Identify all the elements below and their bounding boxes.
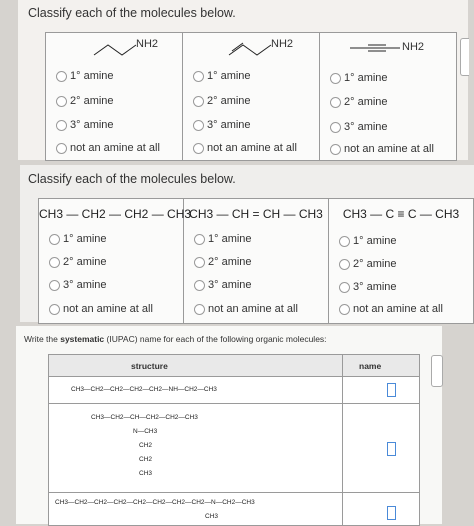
option-label: 1° amine (63, 233, 107, 245)
radio-button[interactable] (339, 304, 350, 315)
option-not-amine[interactable] (56, 142, 160, 154)
radio-button[interactable] (56, 143, 67, 154)
radio-button[interactable] (330, 73, 341, 84)
question-panel-1 (18, 0, 468, 160)
molecule-cell-3 (320, 33, 456, 160)
radio-button[interactable] (56, 71, 67, 82)
option-tertiary-amine[interactable] (194, 279, 252, 291)
option-label: 3° amine (344, 121, 388, 133)
side-tab[interactable] (460, 38, 469, 76)
option-primary-amine[interactable] (193, 70, 251, 82)
option-label: 2° amine (207, 95, 251, 107)
table-row (49, 377, 419, 404)
radio-button[interactable] (193, 120, 204, 131)
molecule-cell-1 (39, 199, 192, 323)
option-label: 2° amine (353, 258, 397, 270)
option-tertiary-amine[interactable] (330, 121, 388, 133)
molecule-grid (45, 32, 457, 161)
radio-button[interactable] (193, 71, 204, 82)
option-label: 3° amine (63, 279, 107, 291)
option-not-amine[interactable] (193, 142, 297, 154)
option-label: not an amine at all (344, 143, 434, 155)
option-label: 2° amine (344, 96, 388, 108)
structure-formula: CH3—CH2—CH—CH2—CH2—CH3 (91, 414, 198, 421)
option-primary-amine[interactable] (339, 235, 397, 247)
option-primary-amine[interactable] (330, 72, 388, 84)
radio-button[interactable] (193, 143, 204, 154)
option-label: not an amine at all (353, 303, 443, 315)
branch-group: CH3 (139, 470, 153, 477)
molecule-cell-1 (46, 33, 183, 160)
iupac-table (48, 354, 420, 526)
table-header (49, 355, 419, 377)
option-primary-amine[interactable] (49, 233, 107, 245)
radio-button[interactable] (339, 259, 350, 270)
molecule-cell-2 (183, 33, 320, 160)
radio-button[interactable] (56, 120, 67, 131)
option-label: 3° amine (207, 119, 251, 131)
option-label: 1° amine (70, 70, 114, 82)
radio-button[interactable] (339, 236, 350, 247)
option-secondary-amine[interactable] (49, 256, 107, 268)
radio-button[interactable] (194, 280, 205, 291)
radio-button[interactable] (56, 96, 67, 107)
radio-button[interactable] (49, 257, 60, 268)
amine-label: NH2 (402, 41, 425, 53)
option-secondary-amine[interactable] (193, 95, 251, 107)
option-secondary-amine[interactable] (194, 256, 252, 268)
option-label: not an amine at all (208, 303, 298, 315)
column-header-structure: structure (131, 361, 168, 371)
option-tertiary-amine[interactable] (193, 119, 251, 131)
molecule-grid (38, 198, 474, 324)
radio-button[interactable] (194, 304, 205, 315)
option-label: 1° amine (207, 70, 251, 82)
option-label: 2° amine (70, 95, 114, 107)
option-not-amine[interactable] (49, 303, 153, 315)
molecule-formula: CH3 — CH = CH — CH3 (189, 207, 323, 221)
radio-button[interactable] (49, 234, 60, 245)
question-prompt: Classify each of the molecules below. (28, 172, 236, 186)
option-primary-amine[interactable] (194, 233, 252, 245)
radio-button[interactable] (194, 257, 205, 268)
option-label: 3° amine (208, 279, 252, 291)
option-label: 3° amine (353, 281, 397, 293)
radio-button[interactable] (330, 97, 341, 108)
molecule-cell-3 (329, 199, 473, 323)
option-not-amine[interactable] (194, 303, 298, 315)
skeletal-propargylamine-icon (320, 33, 456, 59)
name-answer-field[interactable] (387, 442, 396, 456)
option-label: not an amine at all (207, 142, 297, 154)
amine-label: NH2 (271, 38, 294, 50)
option-tertiary-amine[interactable] (49, 279, 107, 291)
option-label: 2° amine (63, 256, 107, 268)
option-secondary-amine[interactable] (56, 95, 114, 107)
skeletal-allylamine-icon (183, 33, 319, 59)
option-label: not an amine at all (70, 142, 160, 154)
molecule-formula: CH3 — CH2 — CH2 — CH3 (39, 207, 192, 221)
molecule-cell-2 (184, 199, 329, 323)
name-answer-field[interactable] (387, 383, 396, 397)
option-label: 2° amine (208, 256, 252, 268)
branch-group: CH3 (205, 513, 219, 520)
option-not-amine[interactable] (330, 143, 434, 155)
molecule-formula: CH3 — C ≡ C — CH3 (342, 207, 460, 221)
radio-button[interactable] (49, 280, 60, 291)
structure-formula: CH3—CH2—CH2—CH2—CH2—CH2—CH2—CH2—N—CH2—CH3 (55, 499, 255, 506)
radio-button[interactable] (49, 304, 60, 315)
branch-group: CH2 (139, 442, 153, 449)
radio-button[interactable] (330, 144, 341, 155)
question-panel-2 (20, 165, 474, 322)
branch-group: N—CH3 (133, 428, 158, 435)
option-label: not an amine at all (63, 303, 153, 315)
table-row (49, 493, 419, 525)
radio-button[interactable] (339, 282, 350, 293)
table-row (49, 404, 419, 493)
option-secondary-amine[interactable] (339, 258, 397, 270)
option-secondary-amine[interactable] (330, 96, 388, 108)
side-tab[interactable] (431, 355, 443, 387)
option-label: 1° amine (353, 235, 397, 247)
radio-button[interactable] (194, 234, 205, 245)
option-label: 3° amine (70, 119, 114, 131)
option-tertiary-amine[interactable] (339, 281, 397, 293)
amine-label: NH2 (136, 38, 159, 50)
question-prompt: Write the systematic (IUPAC) name for each of the following organic molecules: (24, 334, 327, 344)
option-label: 1° amine (344, 72, 388, 84)
radio-button[interactable] (193, 96, 204, 107)
option-tertiary-amine[interactable] (56, 119, 114, 131)
name-answer-field[interactable] (387, 506, 396, 520)
column-header-name: name (359, 361, 382, 371)
radio-button[interactable] (330, 122, 341, 133)
skeletal-propylamine-icon (46, 33, 182, 59)
structure-formula: CH3—CH2—CH2—CH2—CH2—NH—CH2—CH3 (71, 386, 217, 393)
option-label: 1° amine (208, 233, 252, 245)
question-prompt: Classify each of the molecules below. (28, 6, 236, 20)
branch-group: CH2 (139, 456, 153, 463)
option-primary-amine[interactable] (56, 70, 114, 82)
option-not-amine[interactable] (339, 303, 443, 315)
